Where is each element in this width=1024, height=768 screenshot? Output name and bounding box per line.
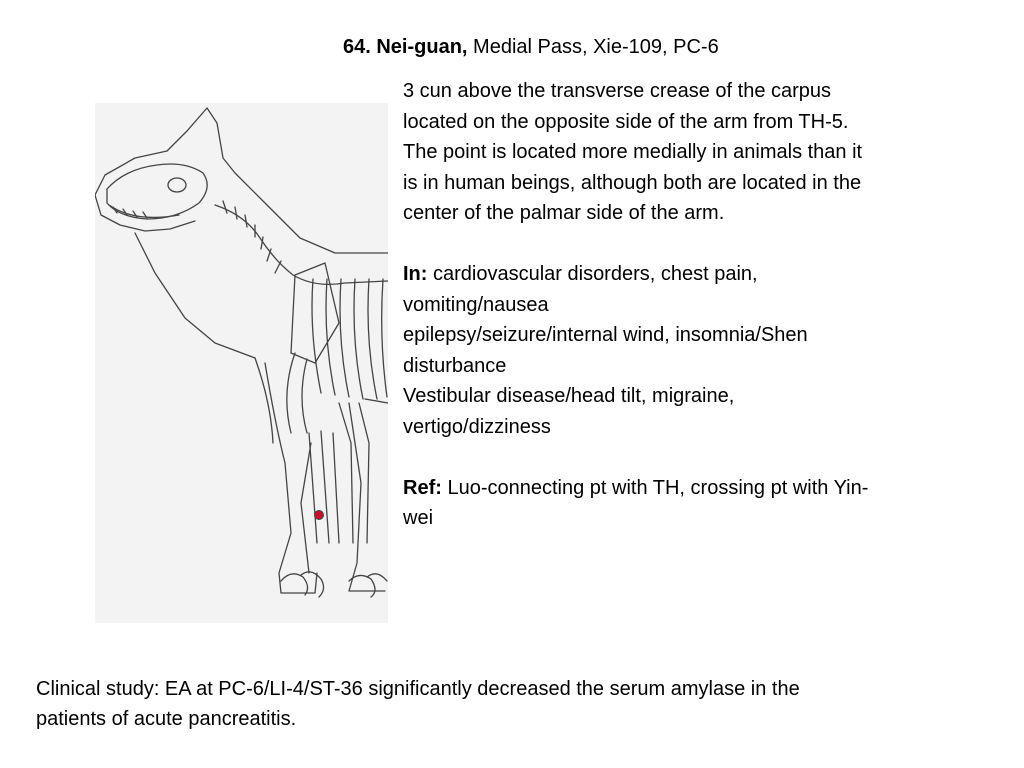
- indications-line: disturbance: [403, 354, 507, 377]
- indications-line: cardiovascular disorders, chest pain,: [427, 263, 758, 285]
- reference-line: Luo-connecting pt with TH, crossing pt with Yin-: [441, 476, 869, 499]
- point-title-rest: Medial Pass, Xie-109, PC-6: [467, 36, 719, 58]
- clinical-study-line: patients of acute pancreatitis.: [36, 708, 297, 730]
- location-line: 3 cun above the transverse crease of the carpus: [403, 80, 832, 102]
- reference-label: Ref:: [403, 476, 442, 499]
- spacer: [403, 229, 1003, 260]
- indications-line: Vestibular disease/head tilt, migraine,: [403, 385, 735, 407]
- leg-outline-inner: [301, 443, 311, 573]
- radius-ulna: [309, 431, 339, 543]
- eye-socket: [168, 178, 186, 192]
- rear-foreleg: [339, 403, 369, 543]
- indications-first-line: [403, 259, 1003, 290]
- point-title: [343, 33, 903, 61]
- clinical-study-line: Clinical study: EA at PC-6/LI-4/ST-36 significantly decreased the serum amylase in the: [36, 678, 800, 700]
- location-line: located on the opposite side of the arm from TH-5.: [403, 110, 849, 133]
- clinical-study-note: [36, 674, 1021, 734]
- location-line: is in human beings, although both are located in the: [403, 171, 862, 194]
- rear-leg-outline: [349, 403, 385, 591]
- dog-skeleton-illustration: [95, 103, 388, 623]
- dog-outline: [95, 108, 388, 253]
- skull: [107, 164, 207, 219]
- reference-line: wei: [403, 507, 434, 529]
- acupoint-marker: [315, 511, 324, 520]
- point-description: [403, 76, 1003, 534]
- indications-label: In:: [403, 263, 428, 285]
- chest-line: [255, 358, 273, 443]
- leg-outline: [265, 363, 317, 593]
- point-title-bold: 64. Nei-guan,: [343, 36, 468, 58]
- indications-line: vomiting/nausea: [403, 293, 549, 316]
- dog-skeleton-drawing: [95, 103, 388, 623]
- location-line: The point is located more medially in animals than it: [403, 141, 863, 163]
- indications-line: epilepsy/seizure/internal wind, insomnia/Shen: [403, 324, 808, 346]
- dog-neck-front: [135, 233, 255, 358]
- jaw: [109, 205, 179, 217]
- belly-line: [365, 399, 388, 403]
- reference-first-line: [403, 473, 1003, 504]
- indications-line: vertigo/dizziness: [403, 415, 551, 438]
- spacer: [403, 442, 1003, 473]
- ribs: [312, 279, 387, 399]
- location-line: center of the palmar side of the arm.: [403, 202, 725, 224]
- humerus: [287, 353, 307, 433]
- rear-paw: [349, 574, 387, 597]
